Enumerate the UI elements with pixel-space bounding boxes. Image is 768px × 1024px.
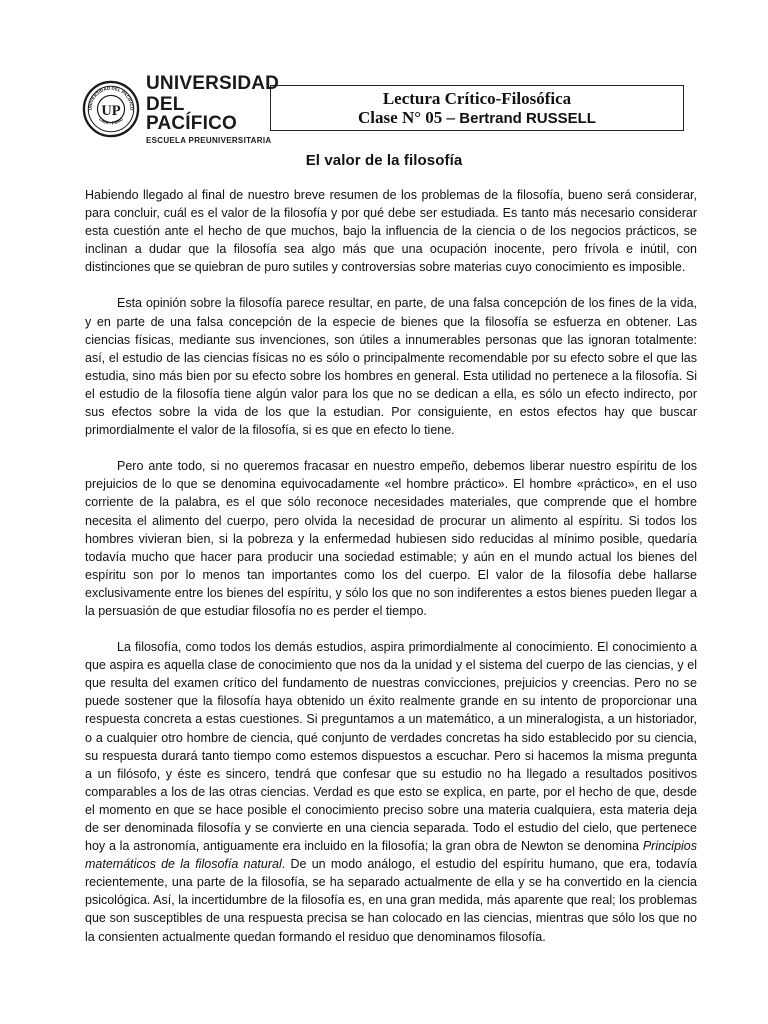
logo-school-name: ESCUELA PREUNIVERSITARIA: [146, 135, 272, 145]
svg-text:UNIVERSIDAD DEL PACIFICO: UNIVERSIDAD DEL PACIFICO: [87, 85, 135, 111]
paragraph-4-continued: . De un modo análogo, el estudio del espíritu humano, que era, todavía recientemente, una parte de la filosofía, se ha separado actualmente de ella y se ha convertido en la ciencia psicológica. Así, la incertidumbre de la filosofía es, en una gran medida, más aparente que real; los problemas que son susceptibles de una respuesta precisa se han colocado en las ciencias, mientras que sólo los que no la consienten actualmente quedan formando el residuo que denominamos filosofía.: [85, 857, 698, 944]
author-name: Bertrand RUSSELL: [459, 110, 596, 127]
svg-text:UP: UP: [101, 102, 121, 119]
paragraph-4: [85, 638, 697, 946]
logo-university-name-line1: UNIVERSIDAD: [146, 72, 280, 94]
svg-text:LIMA - PERU: LIMA - PERU: [98, 116, 124, 126]
paragraph-3: Pero ante todo, si no queremos fracasar en nuestro empeño, debemos liberar nuestro espíritu de los prejuicios de lo que se denomina equivocadamente «el hombre práctico». El hombre «práctico», en el uso corriente de la palabra, es el que sólo reconoce necesidades materiales, que comprende que el hombre necesita el alimento del cuerpo, pero olvida la necesidad de procurar un alimento al espíritu. Si todos los hombres vivieran bien, si la pobreza y la enfermedad hubiesen sido reducidas al mínimo posible, quedaría todavía mucho que hacer para producir una sociedad estimable; y aún en el mundo actual los bienes del espíritu son por lo menos tan importantes como los del cuerpo. El valor de la filosofía debe hallarse exclusivamente entre los bienes del espíritu, y sólo los que no son indiferentes a estos bienes pueden llegar a la persuasión de que estudiar filosofía no es perder el tiempo.: [85, 459, 697, 618]
class-number: Clase N° 05 –: [358, 108, 460, 127]
logo-university-name-line2: DEL PACÍFICO: [146, 93, 237, 134]
newton-book-title: Principios matemáticos de la filosofía natural: [85, 839, 697, 872]
university-logo: [82, 72, 280, 145]
title-box: [270, 85, 684, 131]
document-body: [85, 186, 697, 946]
reading-title: Lectura Crítico-Filosófica: [382, 89, 572, 108]
paragraph-4-text: La filosofía, como todos los demás estudios, aspira primordialmente al conocimiento. El conocimiento a que aspira es aquella clase de conocimiento que nos da la unidad y el sistema del cuerpo de las ciencias, y el que resulta del examen crítico del fundamento de nuestras convicciones, prejuicios y creencias. Pero no se puede sostener que la filosofía haya obtenido un éxito realmente grande en su intento de proporcionar una respuesta concreta a estas cuestiones. Si preguntamos a un matemático, a un mineralogista, a un historiador, o a cualquier otro hombre de ciencia, qué conjunto de verdades concretas ha sido establecido por su ciencia, su respuesta durará tanto tiempo como estemos dispuestos a escuchar. Pero si hacemos la misma pregunta a un filósofo, y éste es sincero, tendrá que confesar que su estudio no ha llegado a resultados positivos comparables a los de las otras ciencias. Verdad es que esto se explica, en parte, por el hecho de que, desde el momento en que se hace posible el conocimiento preciso sobre una materia cualquiera, esta materia deja de ser denominada filosofía y se convierte en una ciencia separada. Todo el estudio del cielo, que pertenece hoy a la astronomía, antiguamente era incluido en la filosofía; la gran obra de Newton se denomina: [85, 640, 697, 854]
class-number-line: [271, 108, 683, 129]
university-seal-icon: [82, 80, 140, 138]
paragraph-2: Esta opinión sobre la filosofía parece resultar, en parte, de una falsa concepción de los fines de la vida, y en parte de una falsa concepción de la especie de bienes que la filosofía se esfuerza en obtener. Las ciencias físicas, mediante sus invenciones, son útiles a innumerables personas que las ignoran totalmente: así, el estudio de las ciencias físicas no es sólo o principalmente recomendable por su efecto sobre el que las estudia, sino más bien por su efecto sobre los hombres en general. Esta utilidad no pertenece a la filosofía. Si el estudio de la filosofía tiene algún valor para los que no se dedican a ella, es sólo un efecto indirecto, por sus efectos sobre la vida de los que la estudian. Por consiguiente, en estos efectos hay que buscar primordialmente el valor de la filosofía, si es que en efecto lo tiene.: [85, 296, 697, 438]
document-heading: El valor de la filosofía: [305, 152, 463, 169]
paragraph-1: Habiendo llegado al final de nuestro breve resumen de los problemas de la filosofía, bueno será considerar, para concluir, cuál es el valor de la filosofía y por qué debe ser estudiada. Es tanto más necesario considerar esta cuestión ante el hecho de que muchos, bajo la influencia de la ciencia o de los negocios prácticos, se inclinan a dudar que la filosofía sea algo más que una ocupación inocente, pero frívola e inútil, con distinciones que se quiebran de puro sutiles y controversias sobre materias cuyo conocimiento es imposible.: [85, 188, 697, 275]
